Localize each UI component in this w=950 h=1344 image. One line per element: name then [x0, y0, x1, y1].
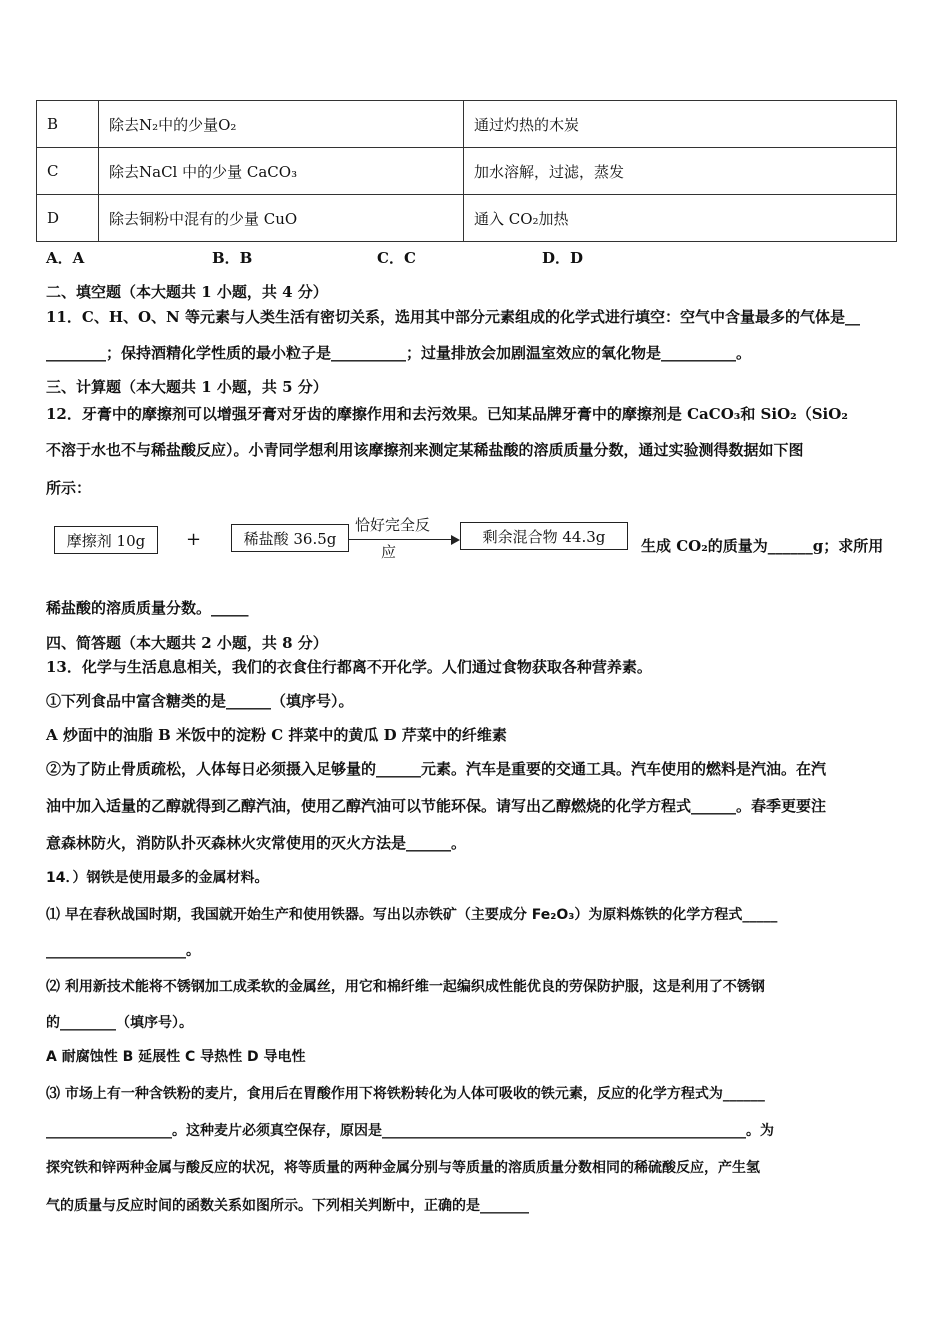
plus-sign: + [186, 529, 202, 550]
choice-d: D．D [542, 249, 584, 267]
arrow-label-top: 恰好完全反 [355, 516, 431, 534]
arrow-label-bottom: 应 [381, 543, 397, 561]
q14-options: A 耐腐蚀性 B 延展性 C 导热性 D 导电性 [46, 1049, 306, 1065]
row-label: D [37, 195, 99, 242]
q12-line2: 不溶于水也不与稀盐酸反应）。小青同学想利用该摩擦剂来测定某稀盐酸的溶质质量分数，通过实验测得数据如下图 [46, 441, 804, 459]
q13-part2-line1: ②为了防止骨质疏松，人体每日必须摄入足够量的______元素。汽车是重要的交通工具。汽车使用的燃料是汽油。在汽 [46, 760, 827, 778]
q12-line3: 所示： [46, 479, 92, 497]
q14-part3-line2: __________________。这种麦片必须真空保存，原因是____________________________________________________。为 [46, 1123, 774, 1139]
q11-line2: ________；保持酒精化学性质的最小粒子是__________；过量排放会加剧温室效应的氧化物是__________。 [46, 344, 752, 362]
q13-options: A 炒面中的油脂 B 米饭中的淀粉 C 拌菜中的黄瓜 D 芹菜中的纤维素 [46, 726, 507, 744]
row-label: B [37, 101, 99, 148]
row-label: C [37, 148, 99, 195]
q14-part1-line2: ____________________。 [46, 943, 200, 959]
q14-part3-line1: ⑶ 市场上有一种含铁粉的麦片，食用后在胃酸作用下将铁粉转化为人体可吸收的铁元素，反应的化学方程式为______ [46, 1086, 765, 1102]
row-purpose: 除去铜粉中混有的少量 CuO [99, 195, 464, 242]
q14-part2-line2: 的________（填序号）。 [46, 1015, 193, 1031]
q11-line1: 11．C、H、O、N 等元素与人类生活有密切关系，选用其中部分元素组成的化学式进行填空：空气中含量最多的气体是__ [46, 308, 860, 326]
section-header-short-answer: 四、简答题（本大题共 2 小题，共 8 分） [46, 634, 328, 652]
section-header-calculation: 三、计算题（本大题共 1 小题，共 5 分） [46, 378, 328, 396]
row-method: 通过灼热的木炭 [464, 101, 897, 148]
choice-c: C．C [377, 249, 416, 267]
options-table [36, 100, 897, 242]
q14-title: 14．）钢铁是使用最多的金属材料。 [46, 870, 269, 886]
q12-line4-tail: 生成 CO₂的质量为______g；求所用 [641, 537, 884, 555]
row-purpose: 除去NaCl 中的少量 CaCO₃ [99, 148, 464, 195]
q13-title: 13．化学与生活息息相关，我们的衣食住行都离不开化学。人们通过食物获取各种营养素。 [46, 658, 652, 676]
q14-part3-line3: 探究铁和锌两种金属与酸反应的状况，将等质量的两种金属分别与等质量的溶质质量分数相同的稀硫酸反应，产生氢 [46, 1160, 760, 1176]
remaining-mixture-box: 剩余混合物 44.3g [460, 522, 628, 550]
table-row [37, 148, 897, 195]
table-row [37, 195, 897, 242]
reaction-arrow [349, 539, 451, 540]
choice-b: B．B [212, 249, 253, 267]
acid-box: 稀盐酸 36.5g [231, 524, 349, 552]
q13-part2-line3: 意森林防火，消防队扑灭森林火灾常使用的灭火方法是______。 [46, 834, 467, 852]
q14-part2-line1: ⑵ 利用新技术能将不锈钢加工成柔软的金属丝，用它和棉纤维一起编织成性能优良的劳保防护服，这是利用了不锈钢 [46, 979, 765, 995]
arrow-head-icon [451, 535, 460, 545]
q14-part3-line4: 气的质量与反应时间的函数关系如图所示。下列相关判断中，正确的是_______ [46, 1198, 529, 1214]
section-header-fill-in: 二、填空题（本大题共 1 小题，共 4 分） [46, 283, 328, 301]
q13-part1: ①下列食品中富含糖类的是______（填序号）。 [46, 692, 354, 710]
table-row [37, 101, 897, 148]
row-method: 通入 CO₂加热 [464, 195, 897, 242]
row-purpose: 除去N₂中的少量O₂ [99, 101, 464, 148]
abrasive-box: 摩擦剂 10g [54, 526, 158, 554]
q12-line5: 稀盐酸的溶质质量分数。_____ [46, 599, 249, 617]
q12-line1: 12．牙膏中的摩擦剂可以增强牙膏对牙齿的摩擦作用和去污效果。已知某品牌牙膏中的摩擦剂是 CaCO₃和 SiO₂（SiO₂ [46, 405, 848, 423]
q14-part1-line1: ⑴ 早在春秋战国时期，我国就开始生产和使用铁器。写出以赤铁矿（主要成分 Fe₂O₃）为原料炼铁的化学方程式_____ [46, 907, 778, 923]
row-method: 加水溶解，过滤，蒸发 [464, 148, 897, 195]
choice-a: A．A [46, 249, 85, 267]
q13-part2-line2: 油中加入适量的乙醇就得到乙醇汽油，使用乙醇汽油可以节能环保。请写出乙醇燃烧的化学方程式______。春季更要注 [46, 797, 827, 815]
